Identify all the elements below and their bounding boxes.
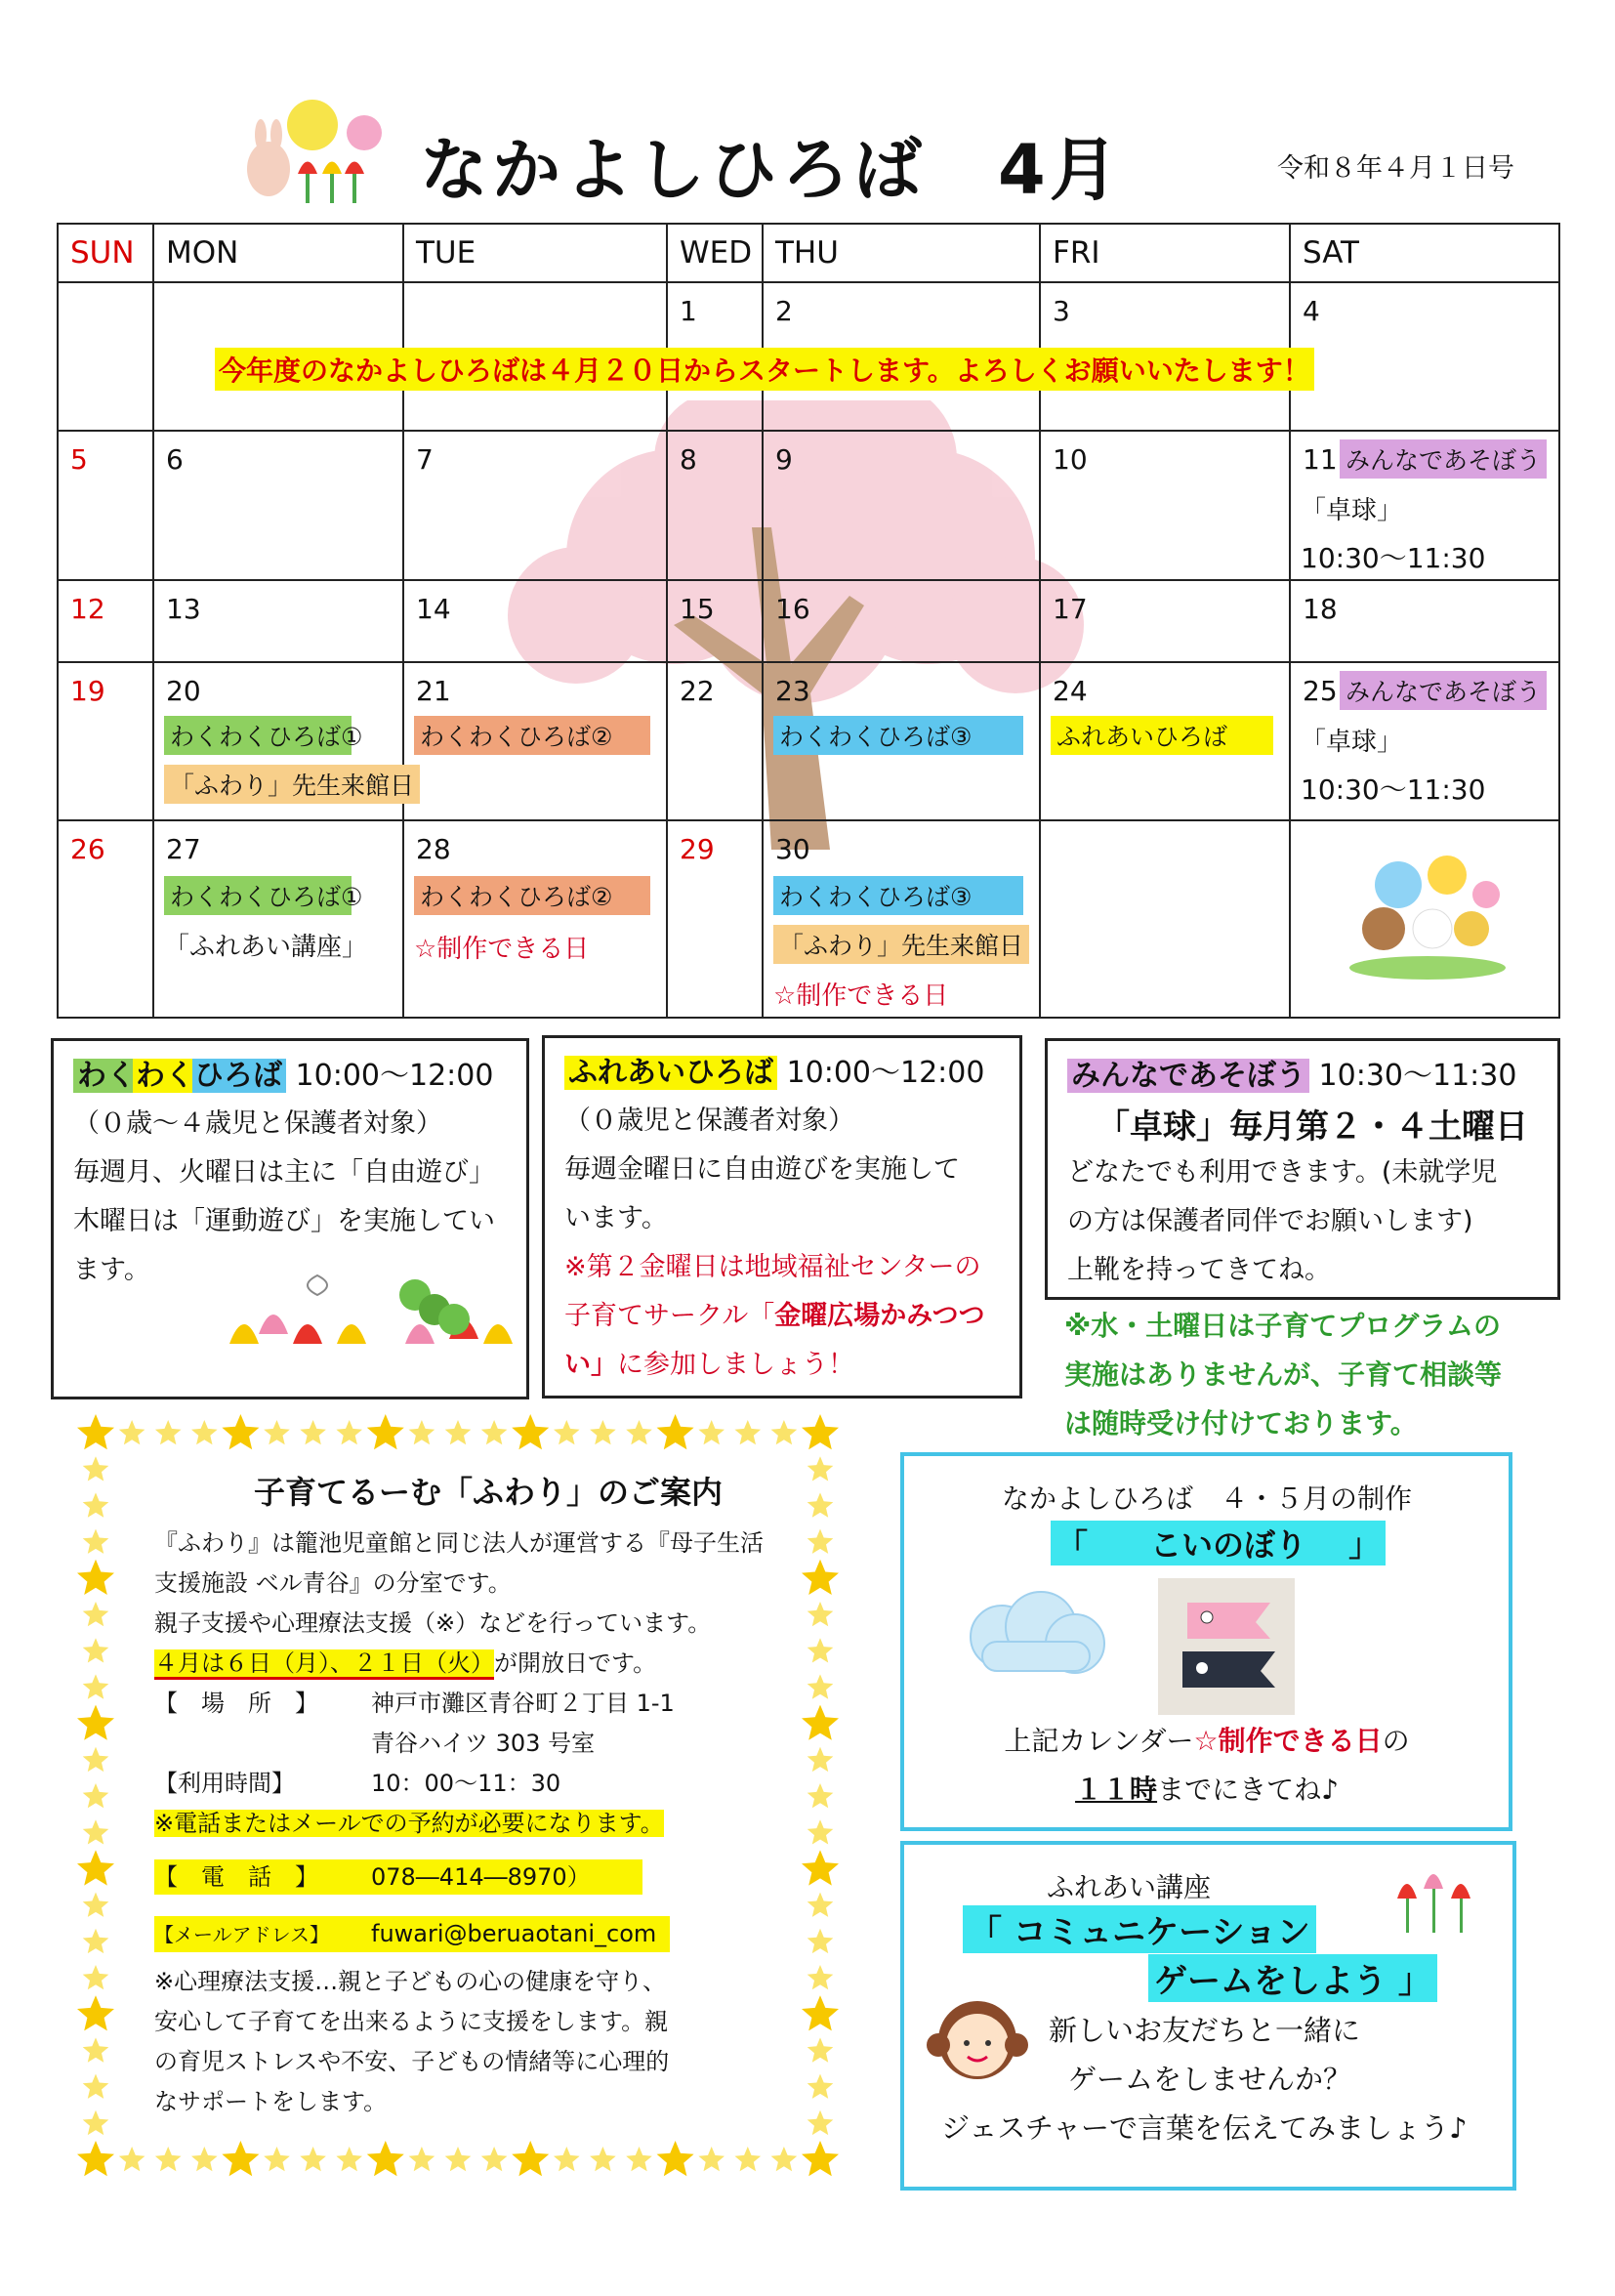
- fureai-red2b: 金曜広場かみつつ: [774, 1301, 985, 1331]
- star-icon: [409, 2147, 435, 2171]
- day-number: 29: [680, 833, 715, 865]
- day-cell: [58, 282, 153, 431]
- day-number: 18: [1303, 593, 1338, 625]
- star-icon: [83, 1602, 109, 1626]
- star-icon: [83, 2037, 109, 2062]
- event-takkyu: 「卓球」: [1301, 728, 1403, 757]
- star-icon: [77, 1560, 114, 1595]
- day-number: 10: [1053, 443, 1088, 476]
- fuwari-hours-label: 【利用時間】: [154, 1770, 295, 1797]
- note-line1: ※水・土曜日は子育てプログラムの: [1064, 1310, 1501, 1342]
- star-icon: [367, 2141, 404, 2176]
- day-cell: [153, 431, 403, 580]
- day-number: 15: [680, 593, 715, 625]
- tulips-icon: [1392, 1859, 1480, 1938]
- star-icon: [735, 1420, 762, 1444]
- star-icon: [657, 1414, 694, 1449]
- waku-line2: 木曜日は「運動遊び」を実施してい: [73, 1206, 495, 1236]
- day-number: 20: [166, 675, 201, 707]
- star-icon: [808, 1747, 834, 1772]
- event-seisaku: ☆制作できる日: [414, 935, 590, 964]
- star-icon: [512, 1414, 549, 1449]
- craft-line2a: １１時: [1075, 1774, 1158, 1806]
- waku-line3: ます。: [73, 1255, 150, 1285]
- star-icon: [808, 1492, 834, 1517]
- fuwari-note1: ※心理療法支援…親と子どもの心の健康を守り、: [154, 1968, 667, 1995]
- animals-illustration: [1340, 846, 1515, 982]
- star-icon: [264, 2147, 290, 2171]
- star-icon: [735, 2147, 762, 2171]
- star-icon: [83, 2110, 109, 2135]
- star-icon: [808, 1674, 834, 1698]
- event-fuwari: 「ふわり」先生来館日: [773, 925, 1029, 964]
- minna-time: 10:30～11:30: [1318, 1059, 1517, 1093]
- minna-name: みんなであそぼう: [1067, 1059, 1309, 1093]
- day-cell: [153, 662, 415, 820]
- star-icon: [808, 2037, 834, 2062]
- star-icon: [77, 1414, 114, 1449]
- day-cell: [763, 820, 1040, 1018]
- star-icon: [155, 1420, 182, 1444]
- koza-line2: ゲームをしませんか？: [1068, 2063, 1352, 2096]
- day-cell: [403, 431, 667, 580]
- event-waku2: わくわくひろば②: [414, 876, 650, 915]
- header-tue: TUE: [403, 224, 667, 282]
- star-icon: [222, 2141, 259, 2176]
- event-fuwari: 「ふわり」先生来館日: [164, 765, 420, 804]
- minna-box: [1045, 1038, 1560, 1300]
- star-icon: [481, 2147, 508, 2171]
- day-number: 22: [680, 675, 715, 707]
- banner: 今年度のなかよしひろばは４月２０日からスタートします。よろしくお願いいたします！: [215, 348, 1314, 391]
- star-icon: [445, 2147, 472, 2171]
- day-number: 28: [416, 833, 451, 865]
- minna-main: 「卓球」毎月第２・４土曜日: [1097, 1107, 1528, 1147]
- day-cell: [58, 820, 153, 1018]
- star-icon: [808, 2074, 834, 2099]
- craft-line1c: の: [1382, 1725, 1410, 1757]
- star-icon: [83, 1529, 109, 1554]
- koza-line3: ジェスチャーで言葉を伝えてみましょう♪: [941, 2111, 1468, 2145]
- header-wed: WED: [667, 224, 763, 282]
- calendar-table: [57, 223, 1560, 1019]
- star-icon: [83, 1819, 109, 1844]
- craft-title: なかよしひろば ４・５月の制作: [1001, 1482, 1412, 1515]
- star-icon: [409, 1420, 435, 1444]
- star-icon: [83, 1492, 109, 1517]
- day-number: 12: [70, 593, 105, 625]
- event-waku3: わくわくひろば③: [773, 876, 1023, 915]
- day-number: 24: [1053, 675, 1088, 707]
- day-number: 11: [1303, 443, 1338, 476]
- day-cell: [1290, 580, 1559, 662]
- star-icon: [83, 1674, 109, 1698]
- day-cell: [667, 431, 763, 580]
- fureai-name: ふれあいひろば: [564, 1056, 777, 1090]
- star-icon: [626, 2147, 652, 2171]
- fureai-red2a: 子育てサークル「: [564, 1301, 775, 1331]
- fuwari-note2: 安心して子育てを出来るように支援をします。親: [154, 2008, 669, 2035]
- fuwari-place-value2: 青谷ハイツ 303 号室: [371, 1730, 596, 1757]
- day-cell: [1040, 820, 1290, 1018]
- day-number: 16: [775, 593, 810, 625]
- waku-line1: 毎週月、火曜日は主に「自由遊び」: [73, 1157, 495, 1188]
- fuwari-reserve: ※電話またはメールでの予約が必要になります。: [154, 1810, 664, 1837]
- koza-box: [900, 1841, 1516, 2191]
- star-icon: [808, 1456, 834, 1481]
- fuwari-mail-label: 【メールアドレス】: [154, 1923, 329, 1946]
- day-cell: [58, 662, 153, 820]
- star-icon: [481, 1420, 508, 1444]
- fuwari-line2: 支援施設 ベル青谷』の分室です。: [154, 1569, 512, 1597]
- star-icon: [77, 1995, 114, 2030]
- day-number: 23: [775, 675, 810, 707]
- minna-line1: どなたでも利用できます。(未就学児: [1067, 1157, 1498, 1188]
- event-waku3: わくわくひろば③: [773, 716, 1023, 755]
- tulips-caterpillar-illustration: [210, 1266, 532, 1383]
- waku-time: 10:00～12:00: [295, 1059, 494, 1093]
- event-minna: みんなであそぼう: [1340, 671, 1547, 710]
- waku-target: （０歳～４歳児と保護者対象）: [73, 1108, 442, 1139]
- fureai-line1: 毎週金曜日に自由遊びを実施して: [564, 1154, 960, 1185]
- minna-line2: の方は保護者同伴でお願いします): [1067, 1206, 1473, 1236]
- fuwari-title: 子育てるーむ「ふわり」のご案内: [254, 1474, 724, 1511]
- fuwari-info: [154, 1524, 799, 2122]
- star-icon: [77, 1850, 114, 1885]
- event-time: 10:30～11:30: [1301, 773, 1486, 806]
- star-icon: [300, 2147, 326, 2171]
- event-fureai: ふれあいひろば: [1051, 716, 1273, 755]
- star-icon: [808, 1929, 834, 1953]
- fureai-red3b: に参加しましょう！: [617, 1350, 854, 1380]
- event-minna: みんなであそぼう: [1340, 439, 1547, 479]
- day-number: 14: [416, 593, 451, 625]
- star-icon: [83, 2074, 109, 2099]
- star-icon: [808, 2110, 834, 2135]
- star-icon: [222, 1414, 259, 1449]
- star-icon: [300, 1420, 326, 1444]
- star-icon: [554, 2147, 580, 2171]
- header-sun: SUN: [58, 224, 153, 282]
- fuwari-note3: の育児ストレスや不安、子どもの情緒等に心理的: [154, 2048, 670, 2075]
- girl-illustration: [924, 1986, 1031, 2094]
- day-cell: [1040, 431, 1290, 580]
- craft-item: 「 こいのぼり 」: [1051, 1521, 1386, 1565]
- day-cell: [1290, 820, 1559, 1018]
- fuwari-place-label: 【 場 所 】: [154, 1690, 318, 1717]
- day-number: 3: [1053, 295, 1070, 327]
- star-icon: [512, 2141, 549, 2176]
- koza-line1: 新しいお友だちと一緒に: [1049, 2014, 1361, 2047]
- event-waku1: わくわくひろば①: [164, 876, 352, 915]
- star-icon: [119, 2147, 145, 2171]
- event-seisaku: ☆制作できる日: [773, 981, 949, 1011]
- day-number: 7: [416, 443, 434, 476]
- day-number: 2: [775, 295, 793, 327]
- day-number: 1: [680, 295, 697, 327]
- day-cell: [403, 662, 667, 820]
- event-time: 10:30～11:30: [1301, 542, 1486, 574]
- star-icon: [626, 1420, 652, 1444]
- star-icon: [657, 2141, 694, 2176]
- fuwari-line1: 『ふわり』は籠池児童館と同じ法人が運営する『母子生活: [154, 1529, 764, 1557]
- star-icon: [83, 1456, 109, 1481]
- day-number: 5: [70, 443, 88, 476]
- koinobori-photo: [1158, 1578, 1295, 1715]
- fuwari-mail-value[interactable]: fuwari@beruaotani_com: [371, 1920, 657, 1947]
- star-icon: [367, 1414, 404, 1449]
- fuwari-line4b: が開放日です。: [494, 1649, 657, 1677]
- star-icon: [554, 1420, 580, 1444]
- day-cell: [403, 580, 667, 662]
- day-cell: [667, 580, 763, 662]
- star-icon: [771, 1420, 798, 1444]
- note-line3: は随時受け付けております。: [1064, 1407, 1418, 1440]
- day-cell: [1040, 662, 1290, 820]
- star-icon: [83, 1893, 109, 1917]
- star-icon: [802, 1705, 839, 1740]
- day-cell: [403, 820, 667, 1018]
- star-icon: [77, 2141, 114, 2176]
- fuwari-tel-value[interactable]: 078―414―8970）: [371, 1863, 591, 1891]
- star-icon: [155, 2147, 182, 2171]
- header-fri: FRI: [1040, 224, 1290, 282]
- koza-heading1: 「 コミュニケーション: [963, 1905, 1316, 1953]
- fuwari-open-days: ４月は６日（月）、２１日（火）: [154, 1649, 494, 1680]
- fuwari-note4: なサポートをします。: [154, 2088, 388, 2115]
- star-icon: [83, 1638, 109, 1662]
- issue-date: 令和８年４月１日号: [1277, 153, 1514, 184]
- day-cell: [1290, 282, 1559, 431]
- day-number: 19: [70, 675, 105, 707]
- star-icon: [191, 2147, 218, 2171]
- craft-line2b: までにきてね♪: [1157, 1774, 1339, 1806]
- header-mon: MON: [153, 224, 403, 282]
- star-icon: [83, 1747, 109, 1772]
- day-number: 26: [70, 833, 105, 865]
- star-icon: [802, 2141, 839, 2176]
- fureai-red3a: い」: [564, 1350, 617, 1380]
- day-number: 21: [416, 675, 451, 707]
- day-cell: [763, 431, 1040, 580]
- day-cell: [153, 580, 403, 662]
- star-icon: [264, 1420, 290, 1444]
- fureai-line2: います。: [564, 1203, 668, 1233]
- star-icon: [590, 1420, 616, 1444]
- fureai-red1: ※第２金曜日は地域福祉センターの: [564, 1252, 981, 1282]
- day-number: 27: [166, 833, 201, 865]
- day-number: 13: [166, 593, 201, 625]
- fuwari-line3: 親子支援や心理療法支援（※）などを行っています。: [154, 1609, 712, 1637]
- day-number: 30: [775, 833, 810, 865]
- waku-name: わくわくひろば: [73, 1059, 286, 1093]
- day-number: 17: [1053, 593, 1088, 625]
- day-number: 9: [775, 443, 793, 476]
- day-cell: [58, 580, 153, 662]
- star-icon: [77, 1705, 114, 1740]
- cloud-illustration: [953, 1583, 1119, 1681]
- star-icon: [590, 2147, 616, 2171]
- star-icon: [336, 2147, 362, 2171]
- star-icon: [83, 1783, 109, 1808]
- star-icon: [808, 1893, 834, 1917]
- craft-box: [900, 1452, 1512, 1831]
- star-icon: [83, 1965, 109, 1989]
- page-title: なかよしひろば 4月: [420, 130, 1122, 210]
- star-icon: [808, 1638, 834, 1662]
- star-icon: [808, 1529, 834, 1554]
- day-cell: [667, 662, 763, 820]
- day-number: 6: [166, 443, 184, 476]
- day-cell: [1040, 580, 1290, 662]
- header-sat: SAT: [1290, 224, 1559, 282]
- star-icon: [771, 2147, 798, 2171]
- fuwari-hours-value: 10：00～11：30: [371, 1770, 561, 1797]
- star-icon: [191, 1420, 218, 1444]
- header-illustration: [239, 96, 395, 213]
- fureai-box: [542, 1035, 1022, 1398]
- koza-title: ふれあい講座: [1046, 1871, 1211, 1903]
- day-cell: [763, 662, 1040, 820]
- minna-line3: 上靴を持ってきてね。: [1067, 1255, 1331, 1285]
- star-icon: [445, 1420, 472, 1444]
- star-icon: [83, 1929, 109, 1953]
- fuwari-place-value1: 神戸市灘区青谷町２丁目 1-1: [371, 1690, 675, 1717]
- day-cell: [667, 820, 763, 1018]
- star-icon: [802, 1850, 839, 1885]
- day-cell: [763, 580, 1040, 662]
- star-icon: [808, 1819, 834, 1844]
- day-number: 25: [1303, 675, 1338, 707]
- event-waku2: わくわくひろば②: [414, 716, 650, 755]
- koza-heading2: ゲームをしよう 」: [1148, 1954, 1437, 2002]
- waku-box: [51, 1038, 529, 1399]
- star-icon: [802, 1560, 839, 1595]
- star-icon: [802, 1414, 839, 1449]
- star-icon: [808, 1602, 834, 1626]
- day-cell: [1290, 662, 1559, 820]
- fureai-time: 10:00～12:00: [786, 1056, 985, 1090]
- header-thu: THU: [763, 224, 1040, 282]
- day-cell: [58, 431, 153, 580]
- star-icon: [698, 1420, 725, 1444]
- event-takkyu: 「卓球」: [1301, 496, 1403, 525]
- fureai-target: （０歳児と保護者対象）: [564, 1106, 854, 1136]
- day-number: 4: [1303, 295, 1320, 327]
- star-icon: [808, 1783, 834, 1808]
- star-icon: [119, 1420, 145, 1444]
- event-waku1: わくわくひろば①: [164, 716, 352, 755]
- star-icon: [808, 1965, 834, 1989]
- craft-line1b: ☆制作できる日: [1193, 1725, 1383, 1757]
- event-koza: 「ふれあい講座」: [164, 933, 368, 962]
- day-cell: [153, 820, 403, 1018]
- star-icon: [336, 1420, 362, 1444]
- star-icon: [698, 2147, 725, 2171]
- star-icon: [802, 1995, 839, 2030]
- day-cell: [153, 282, 1310, 431]
- day-cell: [1290, 431, 1559, 580]
- fuwari-tel-label: 【 電 話 】: [154, 1863, 318, 1891]
- note-line2: 実施はありませんが、子育て相談等: [1064, 1358, 1503, 1391]
- day-number: 8: [680, 443, 697, 476]
- craft-line1a: 上記カレンダー: [1004, 1725, 1194, 1757]
